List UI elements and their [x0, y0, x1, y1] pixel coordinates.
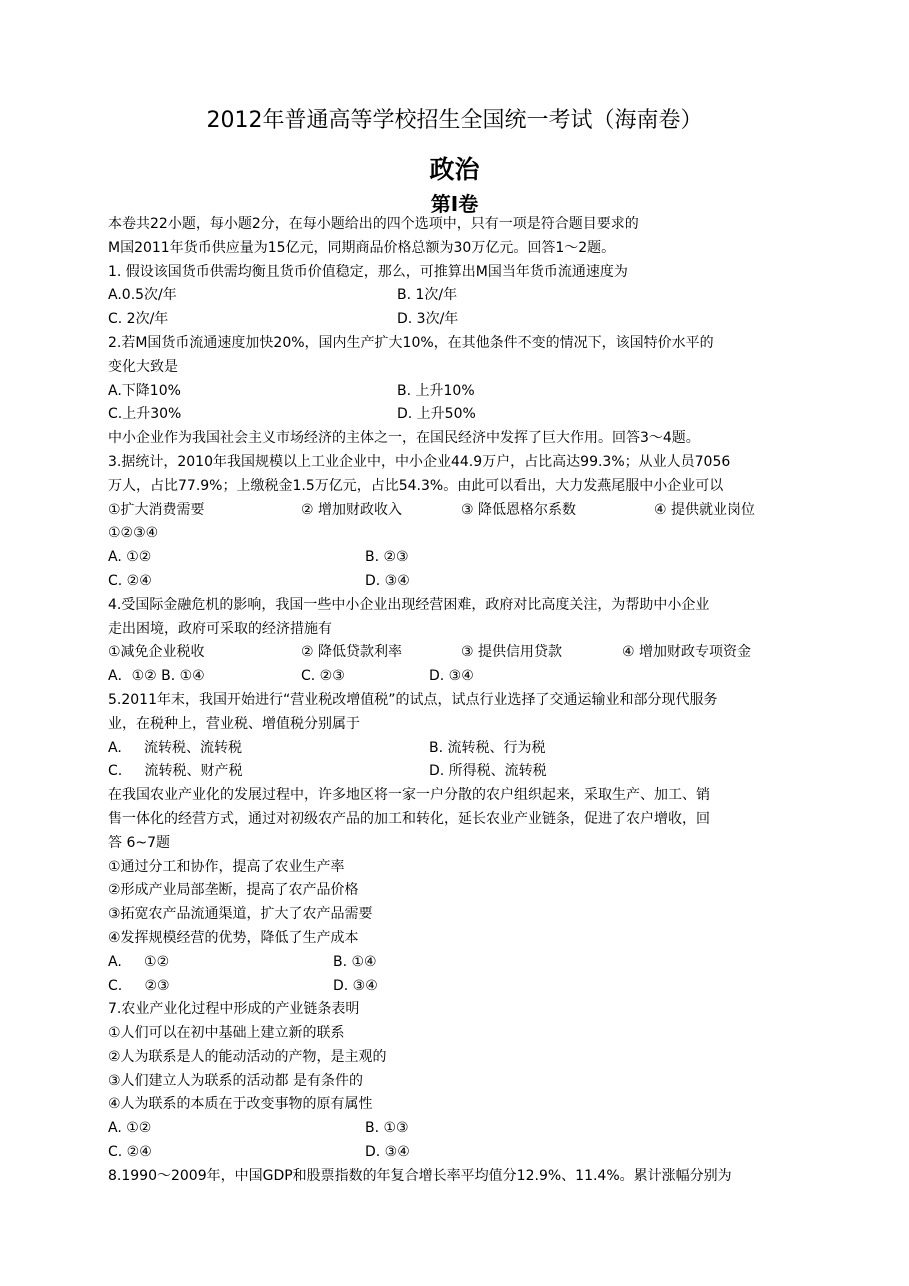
option-d: D. 3次/年: [397, 311, 459, 328]
question-3-stem: 3.据统计，2010年我国规模以上工业企业中，中小企业44.9万户，占比高达99.3%；从业人员7056: [108, 453, 731, 470]
question-7-options-row: [108, 1117, 803, 1141]
question-1-options-row: [108, 308, 803, 332]
question-2-options-row: [108, 380, 803, 404]
choice-1: ①扩大消费需要: [108, 501, 205, 518]
question-6-choice-2: ②形成产业局部垄断，提高了农产品价格: [108, 882, 359, 899]
option-c: C. ②④: [108, 1144, 152, 1161]
subject-title: 政治: [429, 155, 480, 184]
passage-text: 答 6~7题: [108, 834, 170, 851]
question-5-stem-cont: 业，在税种上，营业税、增值税分别属于: [108, 715, 360, 732]
option-a: A. ①②: [108, 953, 170, 970]
passage-text: 售一体化的经营方式，通过对初级农产品的加工和转化，延长农业产业链条，促进了农户增收，回: [108, 810, 710, 827]
question-7-choice-1: ①人们可以在初中基础上建立新的联系: [108, 1025, 345, 1042]
question-3-stem-cont: 万人，占比77.9%；上缴税金1.5万亿元，占比54.3%。由此可以看出，大力发燕尾服中小企业可以: [108, 477, 724, 494]
question-5-stem: 5.2011年末，我国开始进行“营业税改增值税”的试点，试点行业选择了交通运输业和部分现代服务: [108, 691, 718, 708]
instructions-text: 本卷共22小题，每小题2分，在每小题给出的四个选项中，只有一项是符合题目要求的: [108, 216, 639, 232]
choice-4: ④ 增加财政专项资金: [622, 644, 752, 661]
question-7-choice-2: ②人为联系是人的能动活动的产物，是主观的: [108, 1048, 387, 1065]
exam-title: 2012年普通高等学校招生全国统一考试（海南卷）: [206, 108, 703, 133]
question-7-options-row: [108, 1141, 803, 1165]
question-7-stem: 7.农业产业化过程中形成的产业链条表明: [108, 1001, 360, 1018]
question-3-options-row: [108, 546, 803, 570]
option-a: A. 流转税、流转税: [108, 739, 243, 756]
question-3-choices-row: [108, 499, 803, 523]
choice-2: ② 降低贷款利率: [301, 644, 403, 661]
question-2-options-row: [108, 403, 803, 427]
question-3-options-row: [108, 570, 803, 594]
question-1-options-row: [108, 284, 803, 308]
option-c: C. ②③: [108, 977, 170, 994]
question-6-choice-4: ④发挥规模经营的优势，降低了生产成本: [108, 929, 359, 946]
choice-3: ③ 提供信用贷款: [461, 644, 563, 661]
question-8-stem: 8.1990～2009年，中国GDP和股票指数的年复合增长率平均值分12.9%、11.4%。累计涨幅分别为: [108, 1167, 732, 1184]
question-6-options-row: [108, 975, 803, 999]
question-4-options-row: [108, 665, 803, 689]
question-1-stem: 1. 假设该国货币供需均衡且货币价值稳定，那么，可推算出M国当年货币流通速度为: [108, 263, 628, 280]
option-c: C. 2次/年: [108, 311, 169, 328]
option-a: A.下降10%: [108, 382, 181, 399]
exam-content: [108, 213, 803, 1189]
question-7-choice-3: ③人们建立人为联系的活动都 是有条件的: [108, 1072, 363, 1089]
option-c: C. ②③: [301, 668, 345, 685]
question-4-stem: 4.受国际金融危机的影响，我国一些中小企业出现经营困难，政府对比高度关注，为帮助中小企业: [108, 596, 710, 613]
option-b: B. ①③: [365, 1120, 409, 1137]
choice-4: ④ 提供就业岗位: [654, 501, 756, 518]
question-3-extra: ①②③④: [108, 525, 159, 542]
option-b: B. 上升10%: [397, 382, 475, 399]
question-2-stem-cont: 变化大致是: [108, 358, 178, 375]
option-b: B. 流转税、行为税: [429, 739, 546, 756]
option-b: B. ②③: [365, 549, 409, 566]
option-d: D. ③④: [429, 668, 474, 685]
choice-2: ② 增加财政收入: [301, 501, 403, 518]
option-d: D. ③④: [333, 977, 378, 994]
question-4-choices-row: [108, 641, 803, 665]
option-a: A.0.5次/年: [108, 287, 177, 304]
option-b: B. ①④: [333, 953, 377, 970]
question-6-choice-1: ①通过分工和协作，提高了农业生产率: [108, 858, 345, 875]
option-a: A. ①②: [108, 1120, 152, 1137]
question-2-stem: 2.若M国货币流通速度加快20%，国内生产扩大10%，在其他条件不变的情况下，该国特价水平的: [108, 334, 714, 351]
question-5-options-row: [108, 737, 803, 761]
option-d: D. ③④: [365, 572, 410, 589]
option-a-b: A．①② B. ①④: [108, 668, 205, 685]
question-4-stem-cont: 走出困境，政府可采取的经济措施有: [108, 620, 332, 637]
section-title: 第I卷: [430, 192, 479, 216]
choice-1: ①减免企业税收: [108, 644, 205, 661]
option-d: D. 所得税、流转税: [429, 763, 547, 780]
option-c: C. ②④: [108, 572, 152, 589]
passage-text: M国2011年货币供应量为15亿元，同期商品价格总额为30万亿元。回答1～2题。: [108, 239, 616, 256]
option-d: D. 上升50%: [397, 406, 476, 423]
question-5-options-row: [108, 760, 803, 784]
option-d: D. ③④: [365, 1144, 410, 1161]
question-6-options-row: [108, 951, 803, 975]
passage-text: 中小企业作为我国社会主义市场经济的主体之一，在国民经济中发挥了巨大作用。回答3～4题。: [108, 430, 700, 447]
choice-3: ③ 降低恩格尔系数: [461, 501, 577, 518]
option-a: A. ①②: [108, 549, 152, 566]
option-b: B. 1次/年: [397, 287, 458, 304]
option-c: C. 流转税、财产税: [108, 763, 243, 780]
question-6-choice-3: ③拓宽农产品流通渠道，扩大了农产品需要: [108, 906, 373, 923]
option-c: C.上升30%: [108, 406, 182, 423]
question-7-choice-4: ④人为联系的本质在于改变事物的原有属性: [108, 1096, 373, 1113]
passage-text: 在我国农业产业化的发展过程中，许多地区将一家一户分散的农户组织起来，采取生产、加工、销: [108, 787, 710, 804]
